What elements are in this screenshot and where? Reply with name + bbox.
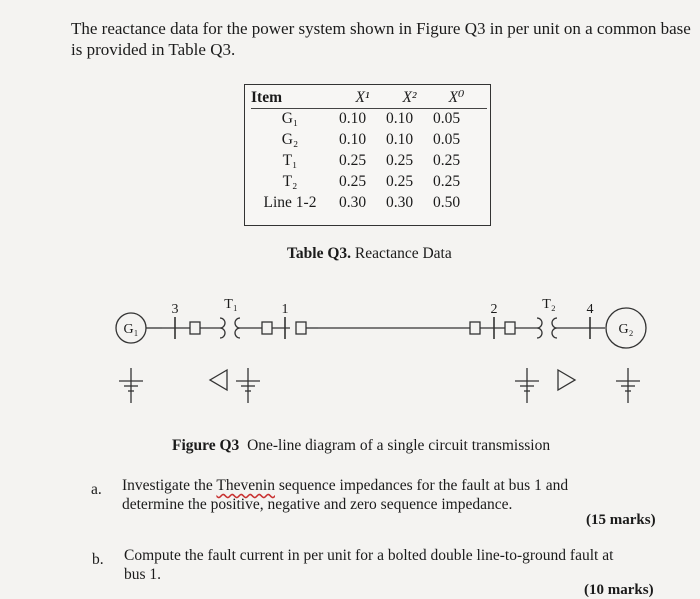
- label-bus-1: 1: [281, 302, 289, 317]
- header-item: Item: [251, 89, 282, 106]
- breaker-icon: [470, 322, 480, 334]
- label-g1: G₁: [123, 322, 139, 337]
- breaker-icon: [262, 322, 272, 334]
- one-line-diagram: [0, 285, 700, 415]
- label-t2: T₂: [542, 297, 556, 312]
- transformer-t1-primary: [220, 318, 225, 338]
- cell-x0: 0.25: [433, 173, 461, 190]
- cell-x1: 0.25: [339, 152, 367, 169]
- cell-x0: 0.05: [433, 131, 461, 148]
- reactance-data-table: [251, 87, 480, 213]
- reactance-table: [244, 84, 491, 226]
- cell-x1: 0.10: [339, 110, 367, 127]
- delta-icon-t2: [558, 370, 575, 390]
- question-a-text: [122, 476, 568, 514]
- table-caption: [287, 245, 452, 263]
- header-rule: [251, 108, 487, 109]
- question-b-line2: bus 1.: [124, 566, 162, 583]
- ground-icon-t2: [515, 368, 539, 403]
- figure-caption: [172, 437, 550, 455]
- table-caption-label: Table Q3.: [287, 245, 352, 262]
- transformer-t2-primary: [537, 318, 542, 338]
- table-header-row: [251, 87, 480, 108]
- cell-x2: 0.10: [386, 110, 414, 127]
- header-x1: X¹: [355, 89, 370, 106]
- row-item: Line 1-2: [263, 194, 317, 211]
- cell-x2: 0.25: [386, 152, 414, 169]
- figure-caption-label: Figure Q3: [172, 437, 240, 454]
- cell-x0: 0.25: [433, 152, 461, 169]
- label-t1: T₁: [224, 297, 238, 312]
- header-x0: X⁰: [448, 89, 465, 106]
- delta-icon-t1: [210, 370, 227, 390]
- table-caption-text: Reactance Data: [354, 245, 452, 262]
- table-row: [251, 192, 480, 213]
- ground-icon-g1: [119, 368, 143, 403]
- label-bus-3: 3: [171, 302, 179, 317]
- row-item: T₂: [282, 173, 298, 190]
- transformer-t2-secondary: [552, 318, 557, 338]
- cell-x0: 0.50: [433, 194, 461, 211]
- label-g2: G₂: [618, 322, 634, 337]
- cell-x1: 0.30: [339, 194, 367, 211]
- question-b-line1: Compute the fault current in per unit for a bolted double line-to-ground fault at: [124, 547, 614, 564]
- breaker-icon: [296, 322, 306, 334]
- header-x2: X²: [402, 89, 417, 106]
- ground-icon-g2: [616, 368, 640, 403]
- label-bus-4: 4: [586, 302, 594, 317]
- row-item: G₂: [281, 131, 299, 148]
- cell-x2: 0.10: [386, 131, 414, 148]
- breaker-icon: [505, 322, 515, 334]
- question-a-line1-post: sequence impedances for the fault at bus 1 and: [274, 477, 569, 494]
- ground-icon-t1: [236, 368, 260, 403]
- question-b-text: [124, 546, 613, 584]
- cell-x0: 0.05: [433, 110, 461, 127]
- table-row: [251, 129, 480, 150]
- question-a-line2: determine the positive, negative and zero sequence impedance.: [122, 496, 513, 513]
- question-a-marks: (15 marks): [586, 512, 656, 528]
- intro-paragraph: The reactance data for the power system shown in Figure Q3 in per unit on a common base is provided in Table Q3.: [71, 19, 691, 59]
- cell-x2: 0.25: [386, 173, 414, 190]
- cell-x1: 0.25: [339, 173, 367, 190]
- table-row: [251, 171, 480, 192]
- table-row: [251, 108, 480, 129]
- figure-caption-text: One-line diagram of a single circuit transmission: [247, 437, 551, 454]
- breaker-icon: [190, 322, 200, 334]
- question-b-marks: (10 marks): [584, 582, 654, 598]
- row-item: T₁: [282, 152, 298, 169]
- cell-x2: 0.30: [386, 194, 414, 211]
- question-a-line1-pre: Investigate the: [122, 477, 217, 494]
- question-a-letter: a.: [91, 481, 102, 498]
- question-b-letter: b.: [92, 551, 104, 568]
- label-bus-2: 2: [490, 302, 498, 317]
- transformer-t1-secondary: [235, 318, 240, 338]
- cell-x1: 0.10: [339, 131, 367, 148]
- row-item: G₁: [281, 110, 299, 127]
- question-a-spellcheck-word: Thevenin: [216, 477, 275, 494]
- table-row: [251, 150, 480, 171]
